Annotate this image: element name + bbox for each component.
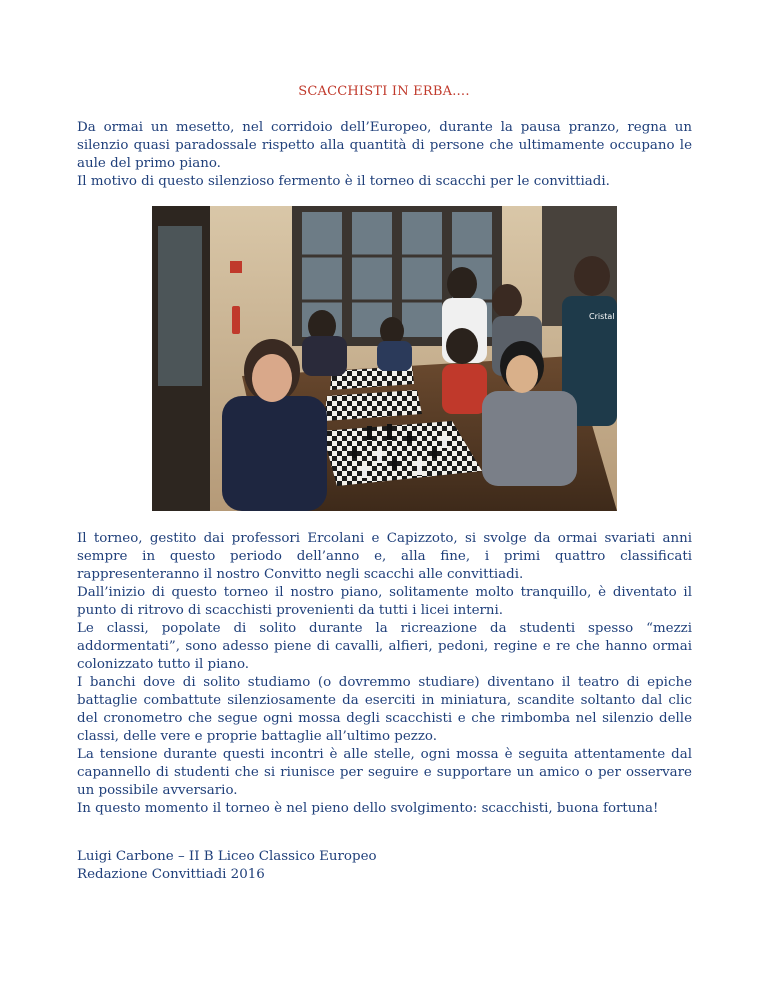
- player: [447, 267, 477, 301]
- author-line: Luigi Carbone – II B Liceo Classico Europeo: [77, 849, 377, 864]
- body-paragraph: Dall’inizio di questo torneo il nostro piano, solitamente molto tranquillo, è diventato il punto di ritrovo di scacchisti provenienti da tutti i licei interni.: [77, 585, 692, 618]
- body-paragraph: I banchi dove di solito studiamo (o dovremmo studiare) diventano il teatro di epiche battaglie combattute silenziosamente da eserciti in miniatura, scandite soltanto dal clic del cronometro che segue ogni mossa degli scacchisti e che rimbomba nel silenzio delle classi, delle vere e proprie battaglie all’ultimo pezzo.: [77, 675, 692, 744]
- editorial-line: Redazione Convittiadi 2016: [77, 867, 265, 882]
- intro-paragraph: Da ormai un mesetto, nel corridoio dell’Europeo, durante la pausa pranzo, regna un silenzio quasi paradossale rispetto alla quantità di persone che ultimamente occupano le aule del primo piano.: [77, 120, 692, 171]
- body-paragraph: Le classi, popolate di solito durante la ricreazione da studenti spesso “mezzi addormentati”, sono adesso piene di cavalli, alfieri, pedoni, regine e re che hanno ormai colonizzato tutto il piano.: [77, 621, 692, 672]
- signature: [77, 848, 377, 884]
- article-title: SCACCHISTI IN ERBA….: [298, 84, 470, 99]
- sweater-text: Cristal: [589, 312, 615, 321]
- body-paragraph: Il torneo, gestito dai professori Ercolani e Capizzoto, si svolge da ormai svariati anni sempre in questo periodo dell’anno e, alla fine, i primi quattro classificati rappresenteranno il nostro Convitto negli scacchi alle convittiadi.: [77, 531, 692, 582]
- body-text: [77, 530, 692, 818]
- intro-text: [77, 119, 692, 191]
- intro-paragraph: Il motivo di questo silenzioso fermento è il torneo di scacchi per le convittiadi.: [77, 174, 610, 189]
- photo-illustration: [152, 206, 617, 511]
- body-paragraph: La tensione durante questi incontri è alle stelle, ogni mossa è seguita attentamente dal capannello di studenti che si riunisce per seguire e supportare un amico o per osservare un possibile avversario.: [77, 747, 692, 798]
- body-paragraph: In questo momento il torneo è nel pieno dello svolgimento: scacchisti, buona fortuna!: [77, 801, 659, 816]
- chess-tournament-photo: [152, 206, 617, 511]
